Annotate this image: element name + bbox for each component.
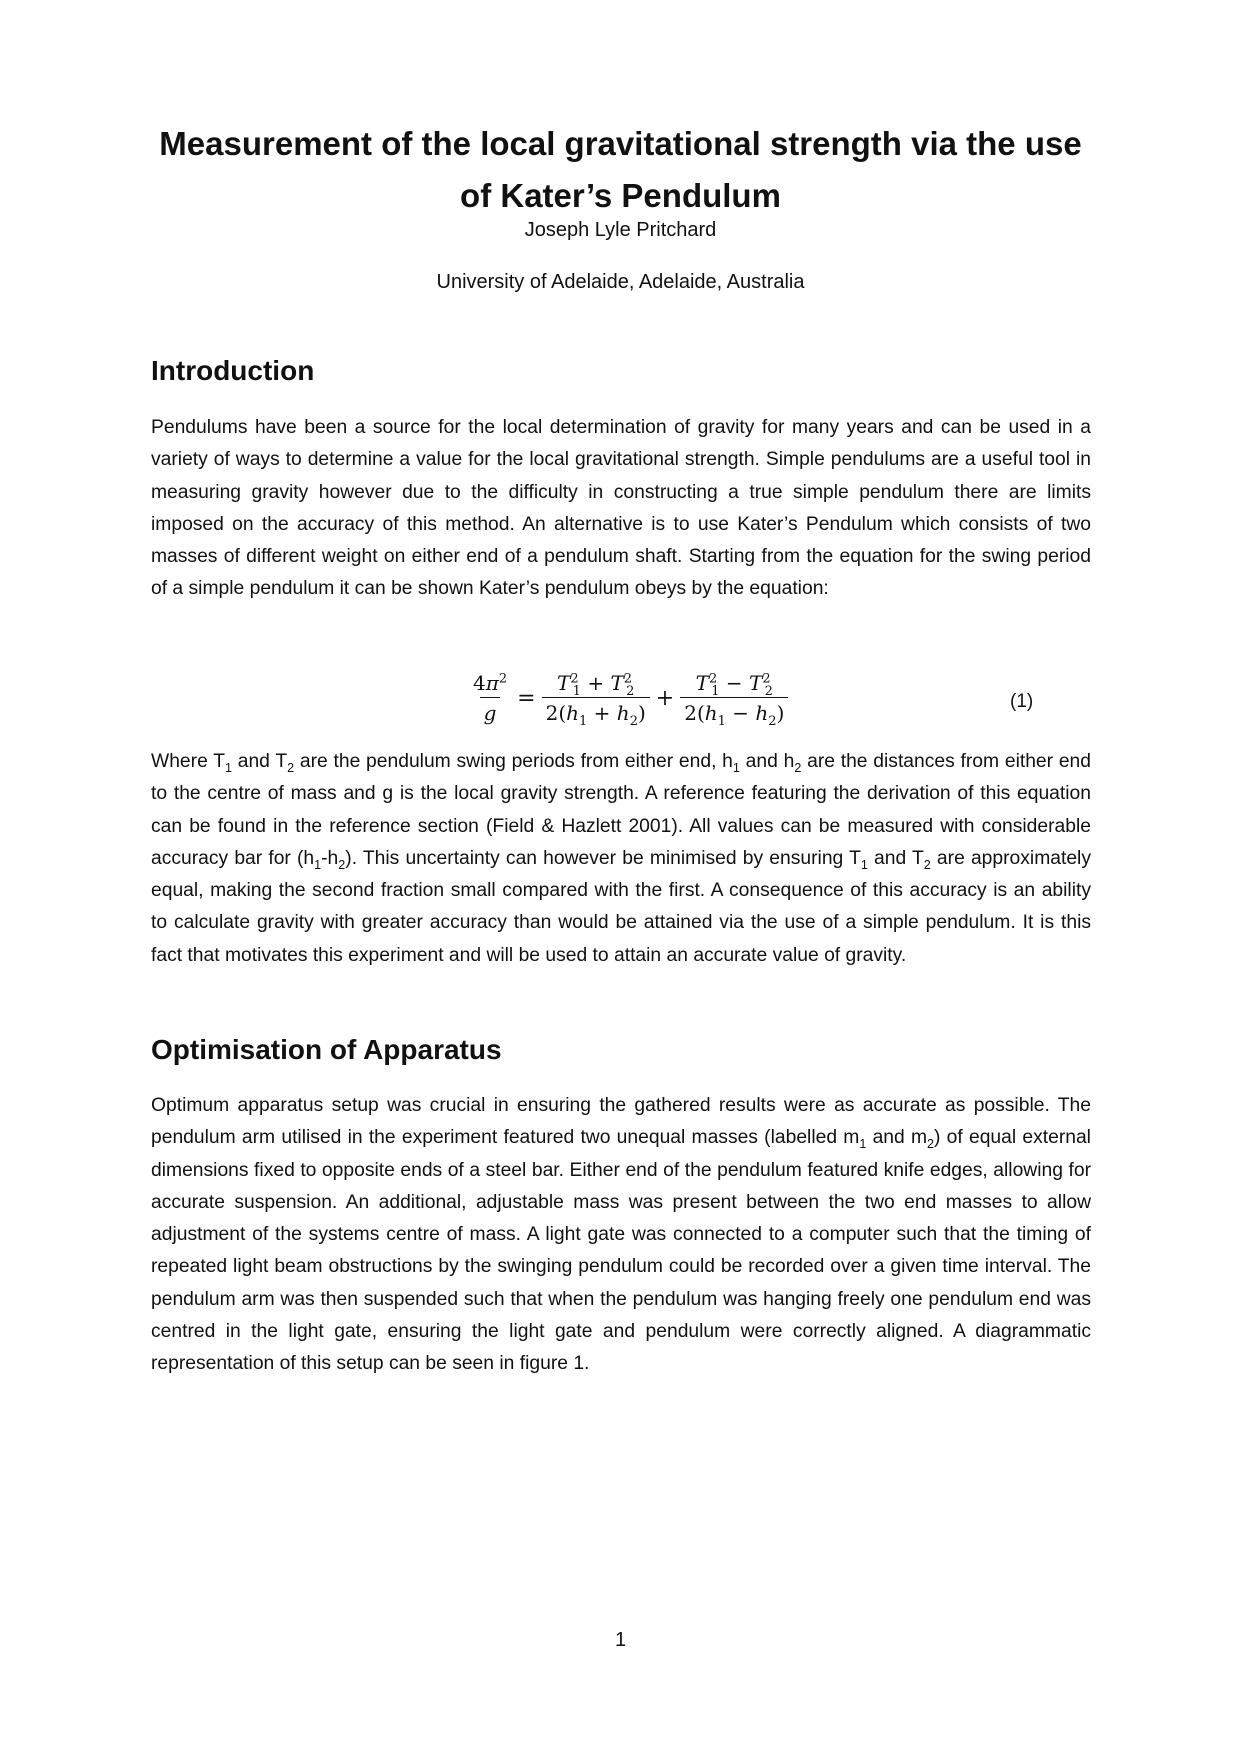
intro-paragraph-1: Pendulums have been a source for the local determination of gravity for many years and can be used in a variety of ways to determine a value for the local gravitational strength. Simple pendulums are a useful tool in measuring gravity however due to the difficulty in constructing a true simple pendulum there are limits imposed on the accuracy of this method. An alternative is to use Kater’s Pendulum which consists of two masses of different weight on either end of a pendulum shaft. Starting from the equation for the swing period of a simple pendulum it can be shown Kater’s pendulum obeys by the equation: — [151, 417, 1091, 600]
equation-equals-sign: = — [517, 685, 536, 711]
equation-lhs-fraction: $\frac{4\pi^2}{g}$ — [473, 671, 508, 725]
author-affiliation: University of Adelaide, Adelaide, Australia — [436, 271, 805, 293]
equation-number: (1) — [1010, 691, 1034, 712]
author-name: Joseph Lyle Pritchard — [524, 219, 717, 241]
paper-title: Measurement of the local gravitational strength via the use of Kater’s Pendulum — [159, 125, 1082, 214]
kater-equation — [466, 660, 786, 736]
optimisation-paragraph: Optimum apparatus setup was crucial in ensuring the gathered results were as accurate as possible. The pendulum arm utilised in the experiment featured two unequal masses (labelled $m_1$ and $m_2$) of equal external dimensions fixed to opposite ends of a steel bar. Either end of the pendulum featured knife edges, allowing for accurate suspension. An additional, adjustable mass was present between the two end masses to allow adjustment of the systems centre of mass. A light gate was connected to a computer such that the timing of repeated light beam obstructions by the swinging pendulum could be recorded over a given time interval. The pendulum arm was then suspended such that when the pendulum was hanging freely one pendulum end was centred in the light gate, ensuring the light gate and pendulum were correctly aligned. A diagrammatic representation of this setup can be seen in figure 1. — [151, 1095, 1091, 1375]
page-number: 1 — [614, 1629, 627, 1651]
section-heading-optimisation: Optimisation of Apparatus — [151, 1034, 502, 1065]
section-heading-introduction: Introduction — [151, 355, 315, 386]
equation-sum-fraction: $\frac{T^2_1 + T^2_2}{2(h_1 + h_2)}$ — [542, 671, 650, 725]
equation-plus-sign: + — [655, 685, 675, 711]
intro-paragraph-2: Where $T_1$ and $T_2$ are the pendulum swing periods from either end, $h_1$ and $h_2$ are the distances from either end to the centre of mass and g is the local gravity strength. A reference featuring the derivation of this equation can be found in the reference section (Field & Hazlett 2001). All values can be measured with considerable accuracy bar for $(h_1-h_2)$. This uncertainty can however be minimised by ensuring $T_1$ and $T_2$ are approximately equal, making the second fraction small compared with the first. A consequence of this accuracy is an ability to calculate gravity with greater accuracy than would be attained via the use of a simple pendulum. It is this fact that motivates this experiment and will be used to attain an accurate value of gravity. — [151, 751, 1092, 966]
equation-difference-fraction: $\frac{T^2_1 - T^2_2}{2(h_1 - h_2)}$ — [680, 671, 788, 725]
